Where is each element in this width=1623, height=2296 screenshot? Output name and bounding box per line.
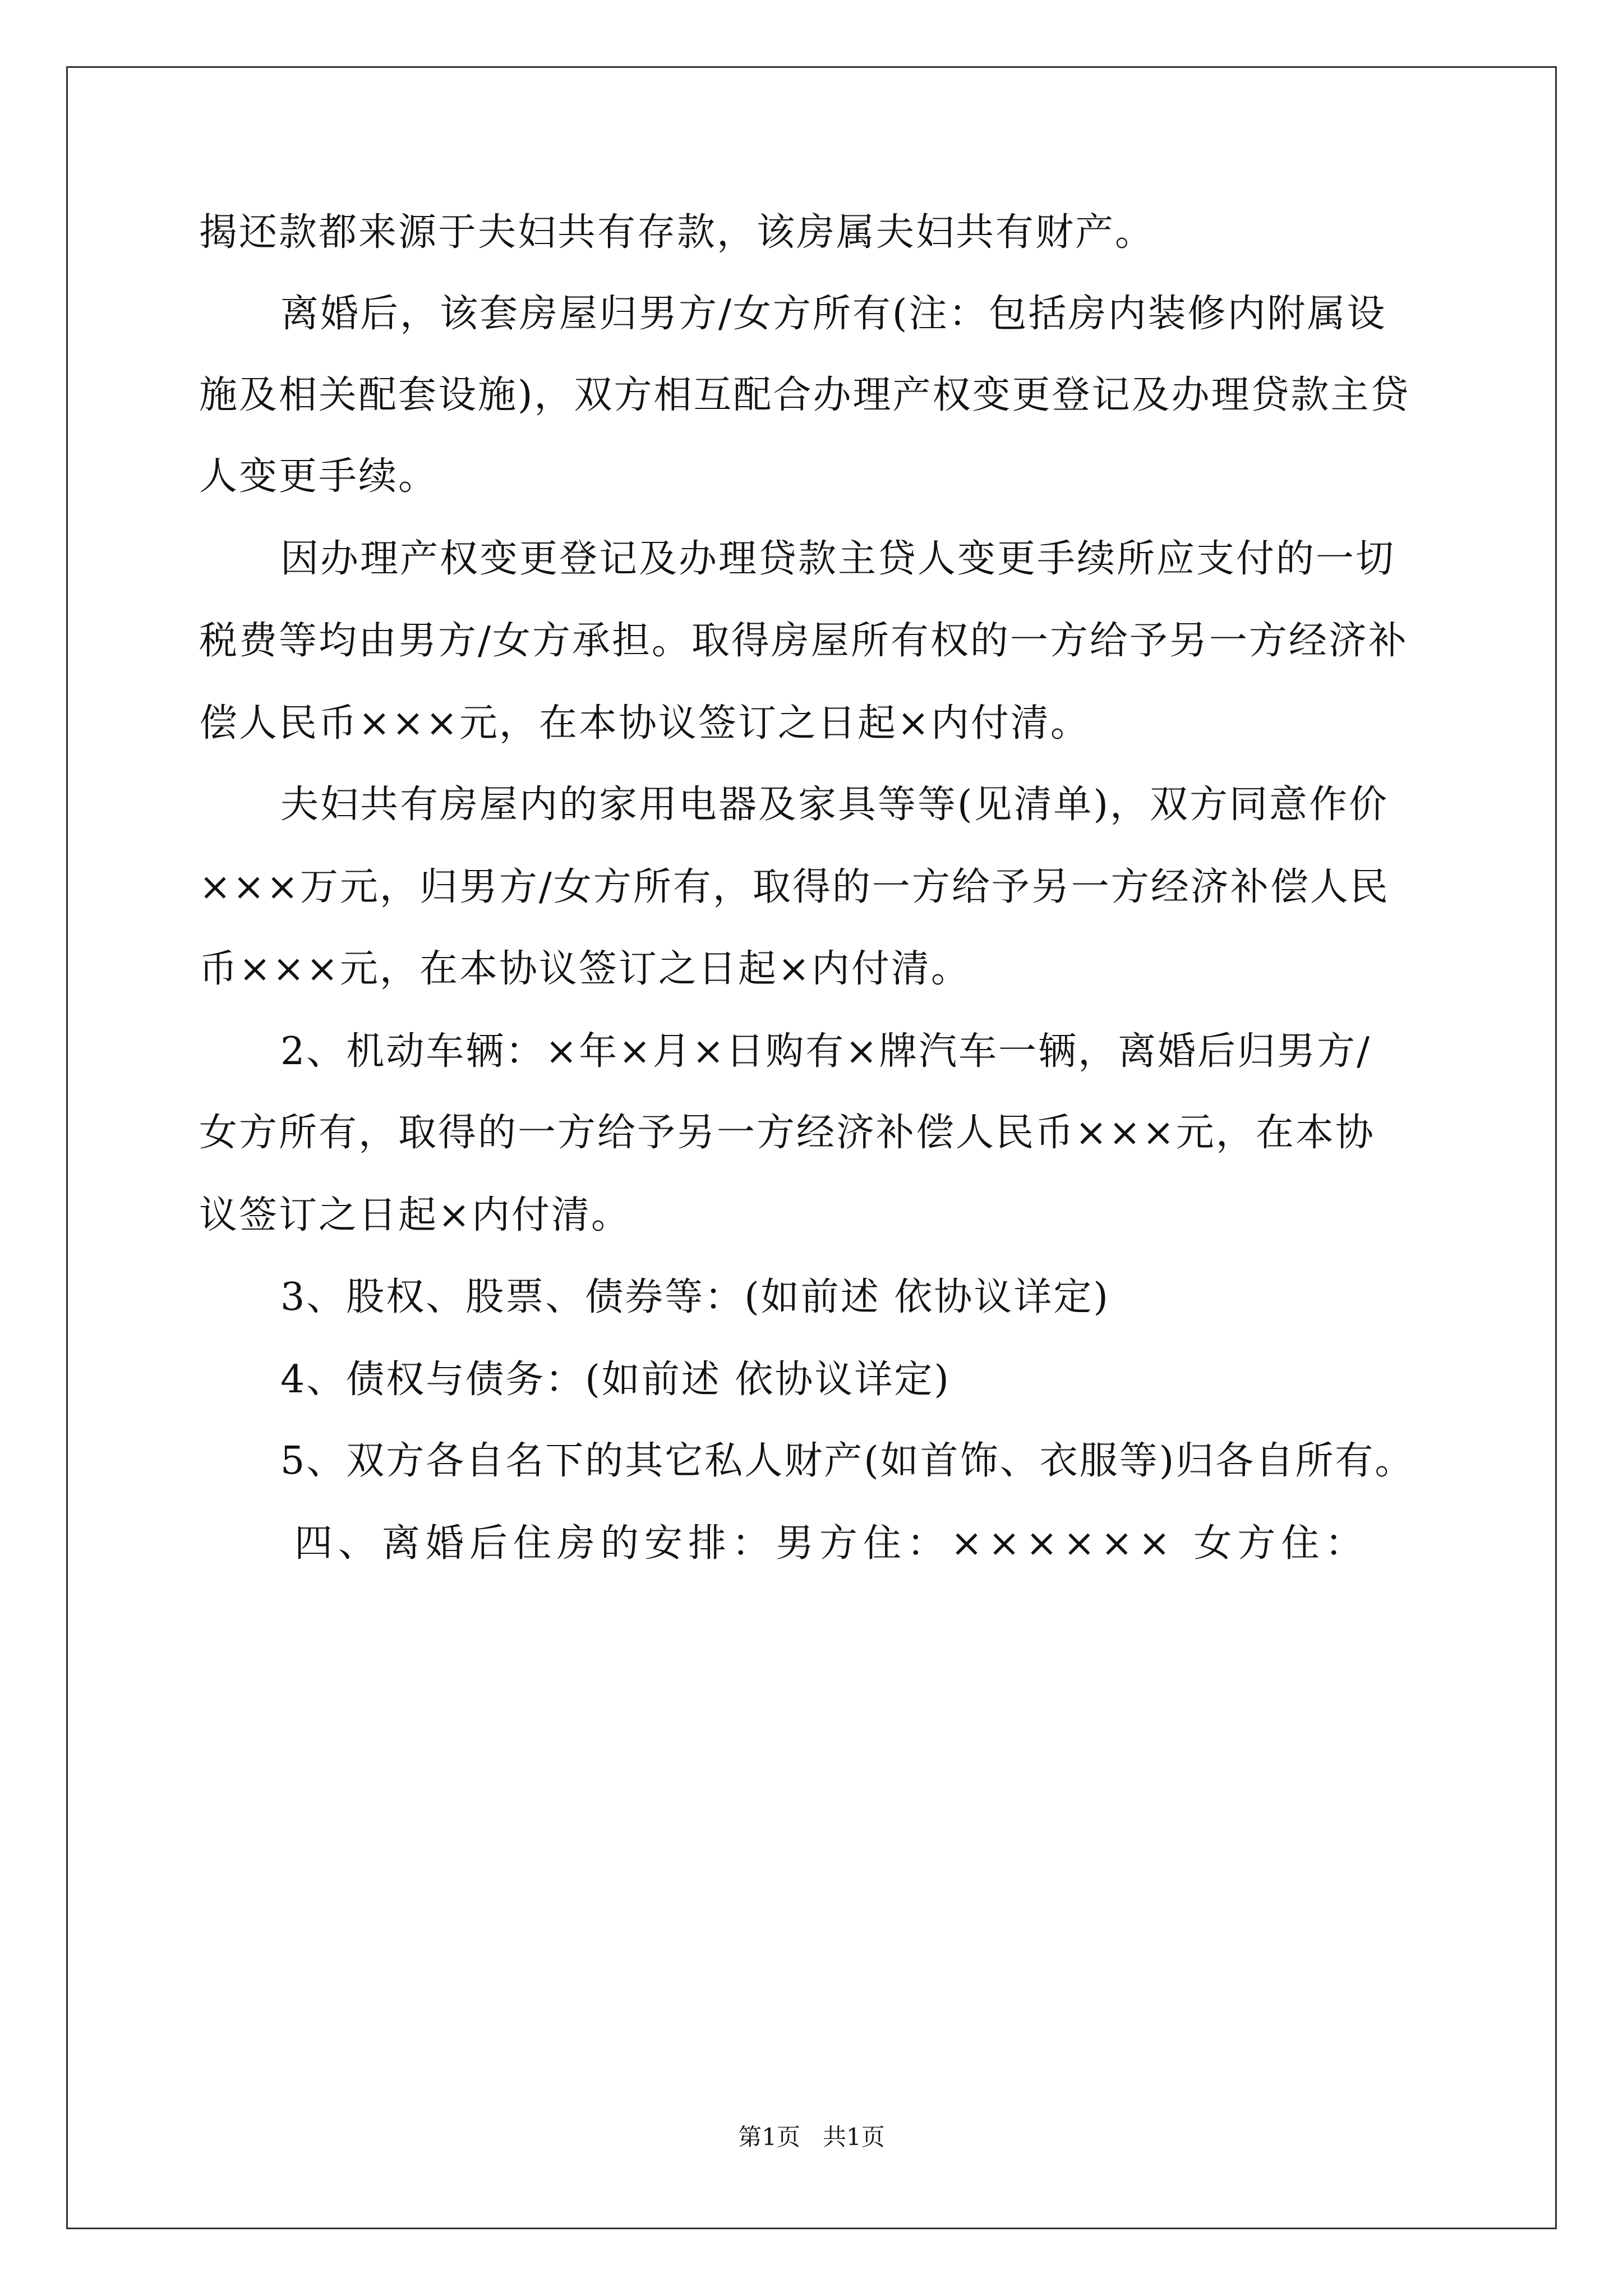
page-number: 第1页 共1页 <box>738 2123 885 2151</box>
text-line: 议签订之日起×内付清。 <box>199 1193 631 1237</box>
text-line: 4、债权与债务：(如前述 依协议详定) <box>280 1358 951 1402</box>
text-line: 离婚后，该套房屋归男方/女方所有(注：包括房内装修内附属设 <box>280 292 1387 336</box>
text-line: ×××万元，归男方/女方所有，取得的一方给予另一方经济补偿人民 <box>199 865 1390 909</box>
text-line: 施及相关配套设施)，双方相互配合办理产权变更登记及办理贷款主贷 <box>199 373 1410 417</box>
text-line: 夫妇共有房屋内的家用电器及家具等等(见清单)，双方同意作价 <box>280 783 1389 827</box>
text-line: 揭还款都来源于夫妇共有存款，该房属夫妇共有财产。 <box>199 210 1155 255</box>
text-line: 四、离婚后住房的安排：男方住：×××××× 女方住： <box>294 1521 1369 1566</box>
text-line: 因办理产权变更登记及办理贷款主贷人变更手续所应支付的一切 <box>280 537 1396 581</box>
text-line: 2、机动车辆：×年×月×日购有×牌汽车一辆，离婚后归男方/ <box>280 1029 1372 1074</box>
text-line: 币×××元，在本协议签订之日起×内付清。 <box>199 947 971 991</box>
text-line: 5、双方各自名下的其它私人财产(如首饰、衣服等)归各自所有。 <box>280 1439 1415 1483</box>
text-line: 女方所有，取得的一方给予另一方经济补偿人民币×××元，在本协 <box>199 1111 1375 1155</box>
text-line: 人变更手续。 <box>199 454 439 499</box>
text-line: 偿人民币×××元，在本协议签订之日起×内付清。 <box>199 701 1090 746</box>
text-line: 3、股权、股票、债券等：(如前述 依协议详定) <box>280 1275 1110 1319</box>
text-line: 税费等均由男方/女方承担。取得房屋所有权的一方给予另一方经济补 <box>199 619 1408 663</box>
